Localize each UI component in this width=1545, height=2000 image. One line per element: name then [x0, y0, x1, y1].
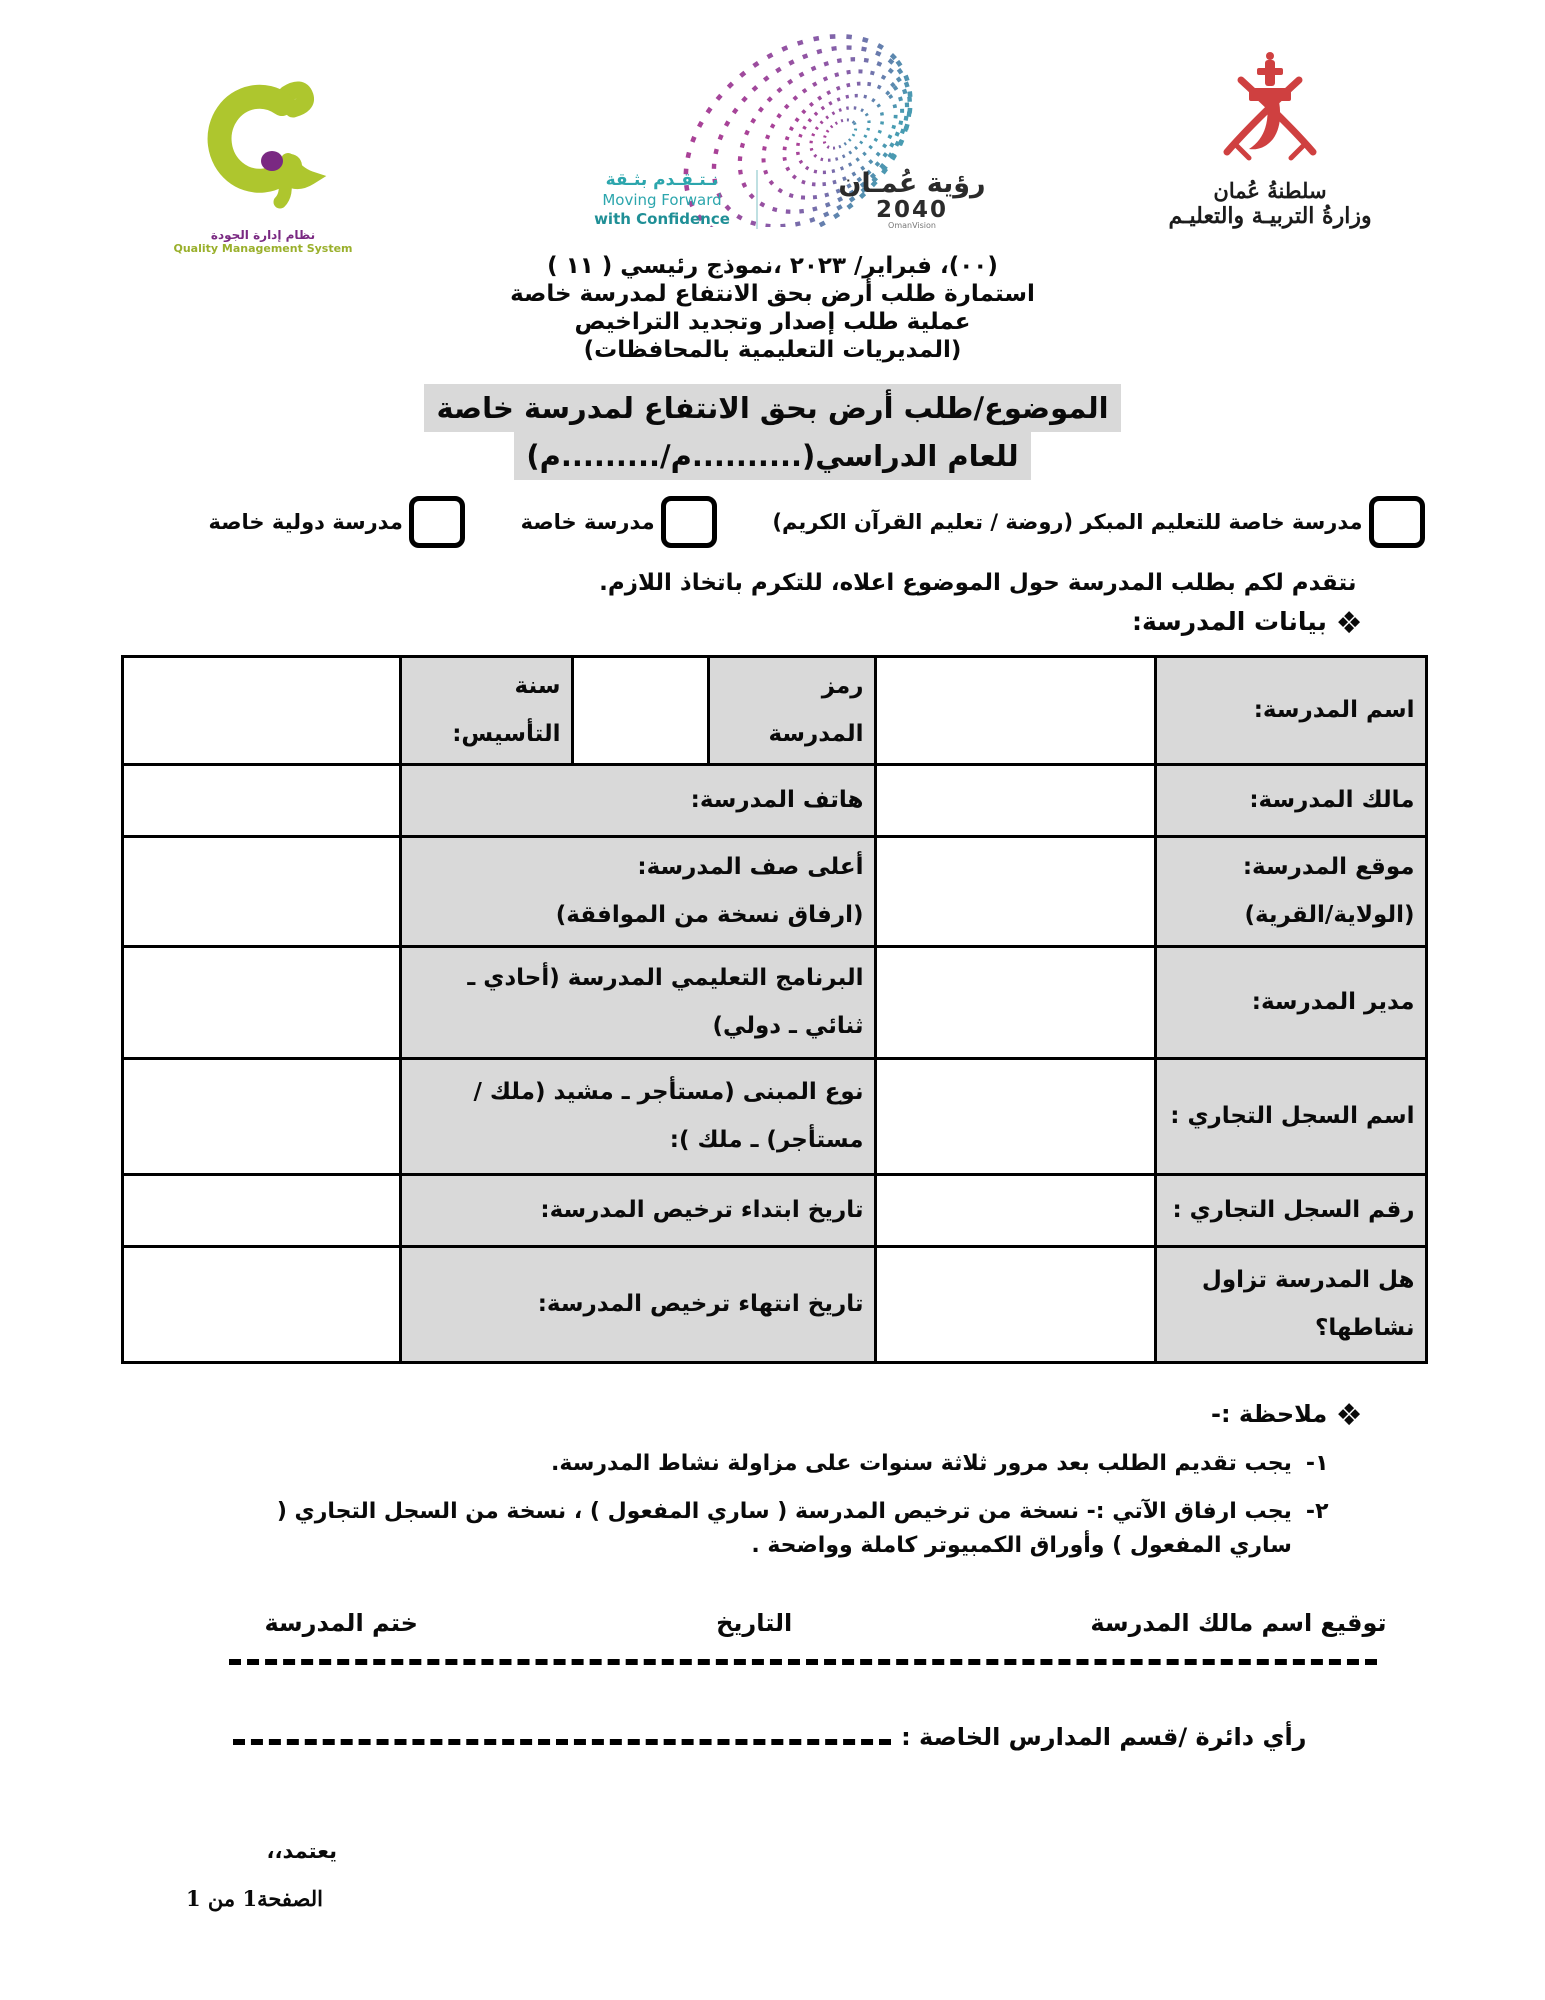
emblem-country-label: سلطنةُ عُمان — [1213, 178, 1327, 203]
note-text: يجب تقديم الطلب بعد مرور ثلاثة سنوات على مزاولة نشاط المدرسة. — [551, 1450, 1292, 1476]
highest-grade-label: أعلى صف المدرسة: (ارفاق نسخة من الموافقة) — [400, 836, 875, 946]
signature-row — [121, 1609, 1425, 1637]
diamond-bullet-icon: ❖ — [1335, 606, 1363, 641]
qms-title-en: Quality Management System — [173, 242, 353, 255]
type-private-school — [521, 496, 717, 548]
commercial-record-name-input[interactable] — [875, 1058, 1155, 1174]
school-principal-input[interactable] — [875, 946, 1155, 1058]
qms-logo — [168, 72, 358, 255]
form-process-line: عملية طلب إصدار وتجديد التراخيص — [574, 309, 971, 335]
page-number: الصفحة1 من 1 — [186, 1886, 323, 1911]
commercial-record-name-label: اسم السجل التجاري : — [1155, 1058, 1426, 1174]
license-start-date-label: تاريخ ابتداء ترخيص المدرسة: — [400, 1174, 875, 1246]
department-opinion-label: رأي دائرة /قسم المدارس الخاصة : — [901, 1722, 1307, 1751]
school-type-options — [121, 496, 1425, 548]
school-active-input[interactable] — [875, 1246, 1155, 1362]
commercial-record-number-input[interactable] — [875, 1174, 1155, 1246]
note-item — [121, 1447, 1425, 1481]
school-name-label: اسم المدرسة: — [1155, 657, 1426, 765]
table-row — [122, 657, 1426, 765]
note-text: يجب ارفاق الآتي :- نسخة من ترخيص المدرسة ( ساري المفعول ) ، نسخة من السجل التجاري ( ساري المفعول ) وأوراق الكمبيوتر كاملة وواضحة . — [276, 1498, 1292, 1558]
form-version-line: (٠٠)، فبراير/ ٢٠٢٣ ،نموذج رئيسي ( ١١ ) — [547, 253, 998, 279]
early-education-checkbox[interactable] — [1369, 496, 1425, 548]
table-row — [122, 1058, 1426, 1174]
ministry-logo — [1140, 52, 1400, 229]
form-directorates-line: (المديريات التعليمية بالمحافظات) — [583, 337, 962, 363]
intro-statement: نتقدم لكم بطلب المدرسة حول الموضوع اعلاه، للتكرم باتخاذ اللازم. — [599, 570, 1357, 596]
oman-emblem-icon — [1205, 52, 1335, 170]
school-code-input[interactable] — [572, 657, 708, 765]
founding-year-label: سنة التأسيس: — [400, 657, 572, 765]
license-start-date-input[interactable] — [122, 1174, 400, 1246]
qms-title-ar: نظام إدارة الجودة — [210, 228, 316, 242]
license-end-date-input[interactable] — [122, 1246, 400, 1362]
vision2040-logo — [540, 22, 1010, 237]
subject-line2: للعام الدراسي(..........م/.........م) — [514, 432, 1030, 480]
approval-label: يعتمد،، — [266, 1838, 337, 1863]
opinion-dashed-line[interactable] — [233, 1739, 892, 1745]
subject-block — [121, 384, 1425, 480]
school-location-label: موقع المدرسة: (الولاية/القرية) — [1155, 836, 1426, 946]
private-school-checkbox[interactable] — [661, 496, 717, 548]
school-data-title-text: بيانات المدرسة: — [1132, 607, 1327, 636]
form-title-line: استمارة طلب أرض بحق الانتفاع لمدرسة خاصة — [510, 281, 1035, 307]
school-active-label: هل المدرسة تزاول نشاطها؟ — [1155, 1246, 1426, 1362]
type-early-education — [772, 496, 1424, 548]
vision-title — [832, 170, 992, 231]
vision-tagline-en2: with Confidence — [594, 210, 730, 228]
international-school-label: مدرسة دولية خاصة — [208, 510, 403, 534]
table-row — [122, 836, 1426, 946]
license-end-date-label: تاريخ انتهاء ترخيص المدرسة: — [400, 1246, 875, 1362]
international-school-checkbox[interactable] — [409, 496, 465, 548]
early-education-label: مدرسة خاصة للتعليم المبكر (روضة / تعليم القرآن الكريم) — [772, 510, 1363, 534]
vision-tagline-ar: نـتـقـدم بثـقة — [605, 170, 719, 190]
owner-signature-label: توقيع اسم مالك المدرسة — [1090, 1608, 1387, 1637]
education-program-label: البرنامج التعليمي المدرسة (أحادي ـ ثنائي ـ دولي) — [400, 946, 875, 1058]
notes-section — [121, 1398, 1425, 1563]
commercial-record-number-label: رقم السجل التجاري : — [1155, 1174, 1426, 1246]
note-item — [121, 1495, 1425, 1563]
table-row — [122, 946, 1426, 1058]
note-number: ١- — [1305, 1450, 1329, 1476]
school-name-input[interactable] — [875, 657, 1155, 765]
school-owner-label: مالك المدرسة: — [1155, 764, 1426, 836]
date-label: التاريخ — [716, 1608, 793, 1637]
note-number: ٢- — [1305, 1498, 1329, 1524]
school-code-label: رمز المدرسة — [708, 657, 875, 765]
signature-dashed-line — [229, 1659, 1377, 1665]
vision-tagline-en1: Moving Forward — [602, 191, 722, 210]
building-type-input[interactable] — [122, 1058, 400, 1174]
type-international-school — [209, 496, 465, 548]
table-row — [122, 1174, 1426, 1246]
school-data-table — [121, 655, 1428, 1364]
vision-tagline — [582, 170, 758, 229]
school-phone-label: هاتف المدرسة: — [400, 764, 875, 836]
education-program-input[interactable] — [122, 946, 400, 1058]
table-row — [122, 1246, 1426, 1362]
department-opinion-row — [121, 1723, 1425, 1751]
table-row — [122, 764, 1426, 836]
school-location-input[interactable] — [875, 836, 1155, 946]
subject-line1: الموضوع/طلب أرض بحق الانتفاع لمدرسة خاصة — [424, 384, 1120, 432]
school-data-section-title — [121, 606, 1425, 641]
vision-title-ar: رؤية عُمـان — [838, 168, 986, 199]
school-stamp-label: ختم المدرسة — [264, 1608, 418, 1637]
vision-subtitle: OmanVision — [888, 221, 936, 231]
qms-q-icon — [186, 72, 341, 222]
diamond-bullet-icon: ❖ — [1335, 1397, 1363, 1433]
notes-title — [121, 1398, 1425, 1433]
emblem-ministry-label: وزارةُ التربيـة والتعليـم — [1168, 203, 1372, 229]
notes-title-text: ملاحظة :- — [1211, 1399, 1328, 1428]
school-owner-input[interactable] — [875, 764, 1155, 836]
private-school-label: مدرسة خاصة — [520, 510, 655, 534]
school-phone-input[interactable] — [122, 764, 400, 836]
school-principal-label: مدير المدرسة: — [1155, 946, 1426, 1058]
vision-year: 2040 — [875, 197, 948, 224]
founding-year-input[interactable] — [122, 657, 400, 765]
highest-grade-input[interactable] — [122, 836, 400, 946]
building-type-label: نوع المبنى (مستأجر ـ مشيد (ملك / مستأجر) ـ ملك ): — [400, 1058, 875, 1174]
